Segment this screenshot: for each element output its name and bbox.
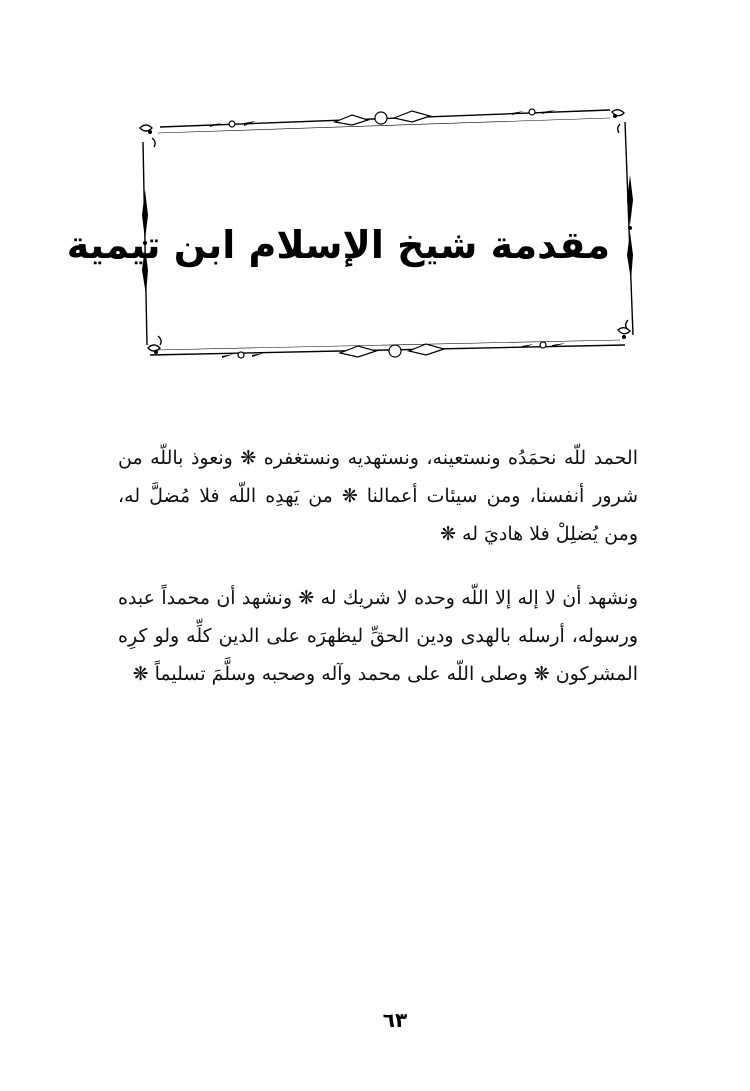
page-title: مقدمة شيخ الإسلام ابن تيمية (66, 223, 610, 267)
page-number: ٦٣ (382, 1008, 408, 1032)
paragraph: ونشهد أن لا إله إلا اللّه وحده لا شريك له ❋ ونشهد أن محمداً عبده ورسوله، أرسله بالهدى ودين الحقِّ ليظهرَه على الدين كلِّه ولو كرِه المشركون ❋ وصلى اللّه على محمد وآله وصحبه وسلَّمَ تسليماً ❋ (118, 587, 638, 685)
paragraph: الحمد للّه نحمَدُه ونستعينه، ونستهديه ونستغفره ❋ ونعوذ باللّه من شرور أنفسنا، ومن سيئات أعمالنا ❋ من يَهدِه اللّه فلا مُضلَّ له، ومن يُضلِلْ فلا هاديَ له ❋ (118, 447, 638, 545)
